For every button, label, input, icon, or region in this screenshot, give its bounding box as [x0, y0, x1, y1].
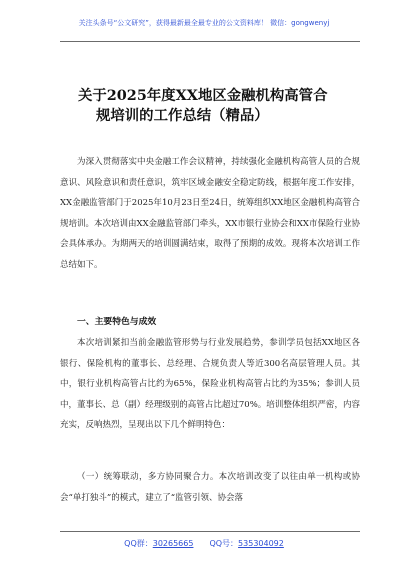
qq-number: 535304092 [238, 539, 284, 548]
qq-group-number: 30265665 [152, 539, 194, 548]
header-banner: 关注头条号“公文研究”，获得最新最全最专业的公文资料库！ 微信：gongwenyj [78, 19, 330, 27]
document-title-line-2: 规培训的工作总结（精品） [96, 107, 269, 124]
footer-divider [60, 531, 360, 532]
footer-contact [0, 538, 408, 549]
document-title-line-1: 关于2025年度XX地区金融机构高管合 [78, 87, 328, 104]
qq-number-label: QQ号： [209, 539, 239, 548]
coordination-paragraph: （一）统筹联动，多方协同聚合力。本次培训改变了以往由单一机构或协会“单打独斗”的模式，建立了“监管引领、协会落 [60, 472, 360, 503]
qq-group-label: QQ群： [124, 539, 153, 548]
document-title [60, 86, 360, 126]
intro-paragraph: 为深入贯彻落实中央金融工作会议精神，持续强化金融机构高管人员的合规意识、风险意识和责任意识，筑牢区域金融安全稳定防线，根据年度工作安排，XX金融监管部门于2025年10月23日至24日，统筹组织XX地区金融机构高管合规培训。本次培训由XX金融监管部门牵头，XX市银行业协会和XX市保险行业协会具体承办。为期两天的培训圆满结束，取得了预期的成效。现将本次培训工作总结如下。 [60, 157, 360, 270]
features-paragraph: 本次培训紧扣当前金融监管形势与行业发展趋势，参训学员包括XX地区各银行、保险机构的董事长、总经理、合规负责人等近300名高层管理人员。其中，银行业机构高管占比约为65%，保险业机构高管占比约为35%；参训人员中，董事长、总（副）经理级别的高管占比超过70%。培训整体组织严密，内容充实，反响热烈，呈现出以下几个鲜明特色： [60, 338, 360, 430]
section-heading-main-features: 一、主要特色与成效 [77, 317, 157, 327]
header-divider [60, 41, 360, 42]
